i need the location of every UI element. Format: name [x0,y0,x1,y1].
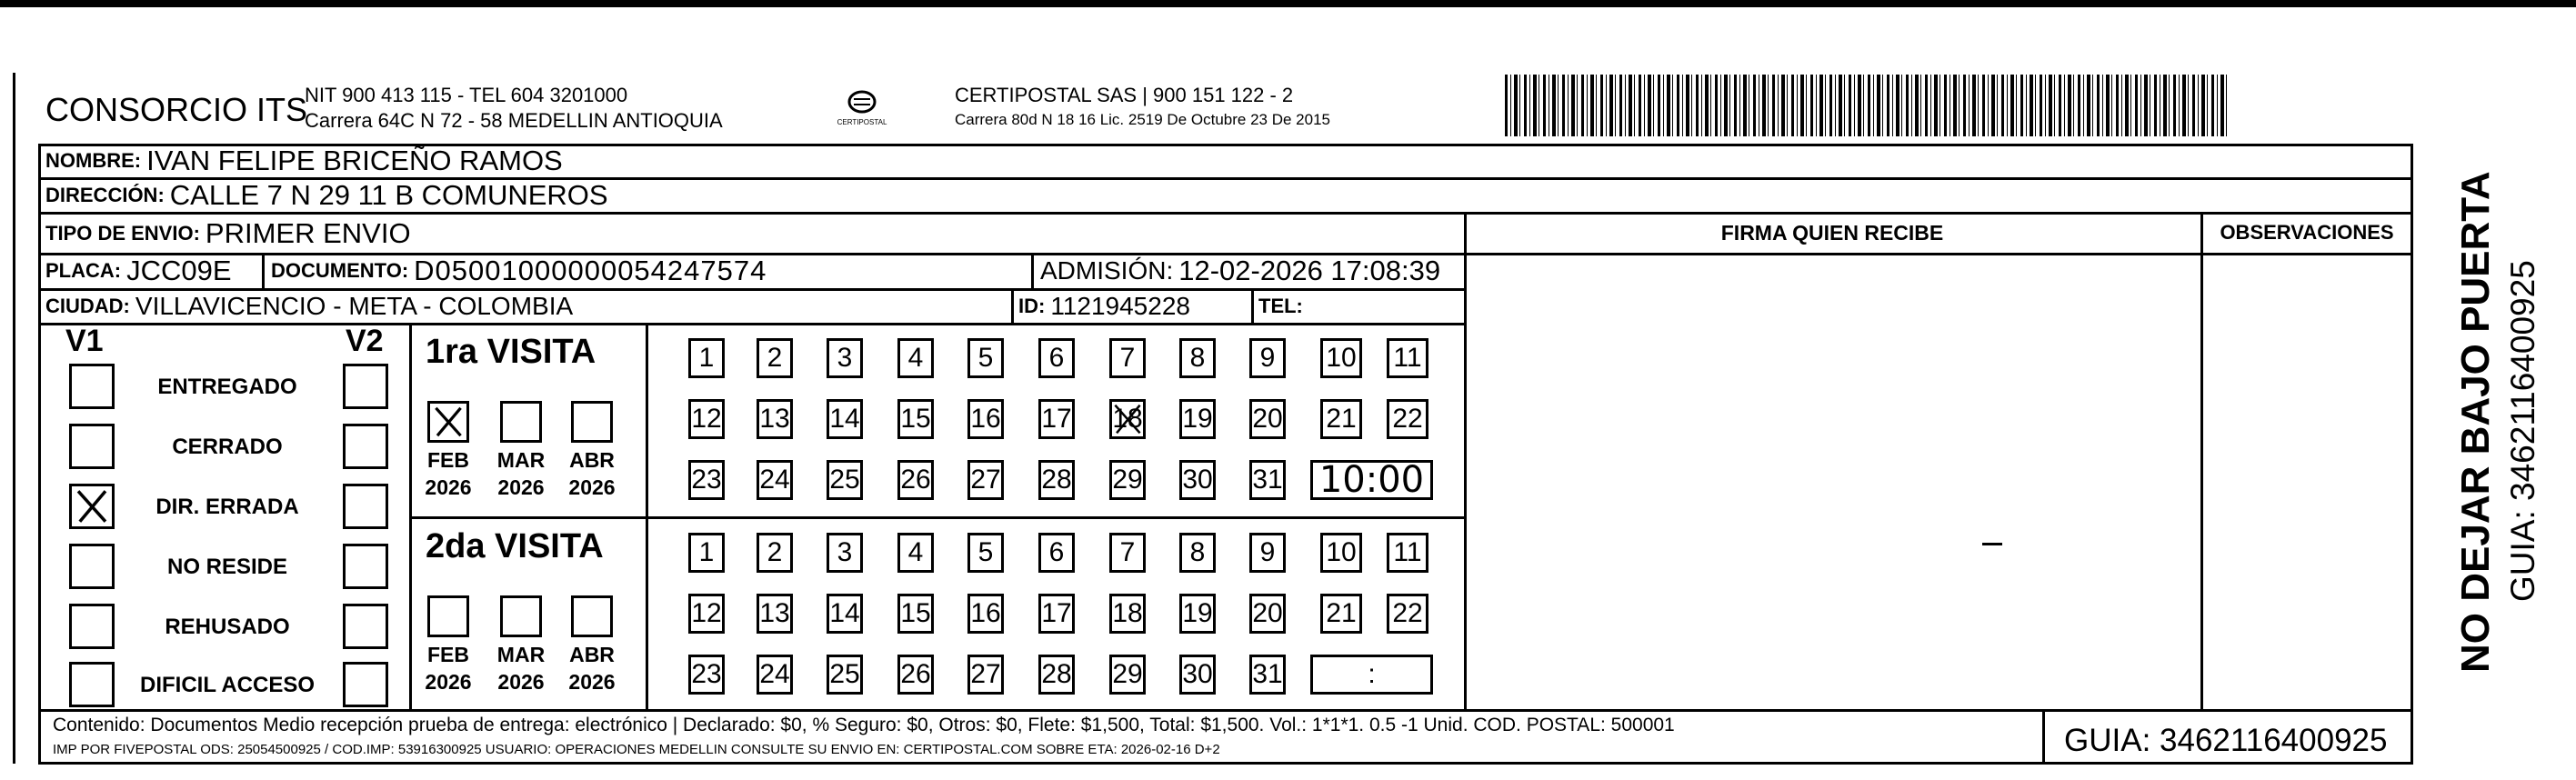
day-number: 2 [767,343,783,373]
day-number: 17 [1041,598,1072,628]
day-box[interactable] [827,594,863,634]
day-box[interactable] [1038,460,1075,500]
row-line [1464,253,2413,255]
day-number: 30 [1182,659,1213,689]
direccion-label: DIRECCIÓN: [45,184,165,206]
day-box[interactable] [757,460,793,500]
day-number: 28 [1041,659,1072,689]
barcode [1505,75,2228,136]
reason-label: REHUSADO [165,615,290,639]
day-box[interactable] [688,460,725,500]
day-box[interactable] [1038,655,1075,695]
day-box[interactable] [1038,338,1075,378]
day-box[interactable] [1387,338,1428,378]
day-box[interactable] [1249,399,1286,439]
placa-value: JCC09E [126,255,232,286]
day-box[interactable] [967,655,1004,695]
left-edge-mark [13,73,15,764]
day-number: 31 [1252,465,1283,495]
day-number: 9 [1259,537,1276,567]
day-number: 6 [1048,537,1065,567]
month-name: MAR [496,643,546,666]
day-box[interactable] [1038,594,1075,634]
month-year: 2026 [497,670,545,694]
day-number: 5 [977,537,994,567]
month-checkbox[interactable] [571,401,613,443]
firma-header: FIRMA QUIEN RECIBE [1720,221,1944,245]
time-box[interactable] [1310,655,1433,695]
day-box[interactable] [827,655,863,695]
day-number: 11 [1393,537,1422,567]
day-number: 24 [759,659,790,689]
id-label: ID: [1018,294,1046,317]
footer-imp: IMP POR FIVEPOSTAL ODS: 25054500925 / COD.IMP: 53916300925 USUARIO: OPERACIONES MEDELLIN CONSULTE SU ENVIO EN: CERTIPOSTAL.COM SOBRE ETA: 2026-02-16 D+2 [53,742,1220,757]
day-box[interactable] [1179,338,1216,378]
day-box[interactable] [967,460,1004,500]
time-value: : [1368,659,1376,689]
day-number: 6 [1048,343,1065,373]
month-checkbox[interactable] [500,401,542,443]
day-number: 9 [1259,343,1276,373]
v1-checkbox[interactable] [69,662,115,707]
day-number: 20 [1252,404,1283,434]
col-line [1251,288,1254,323]
observaciones-header: OBSERVACIONES [2220,221,2394,244]
direccion-field [45,178,608,213]
day-number: 1 [698,343,715,373]
v2-checkbox[interactable] [343,424,388,469]
month-checkbox[interactable] [500,595,542,637]
day-number: 4 [907,343,924,373]
month-label [491,641,551,695]
day-number: 4 [907,537,924,567]
day-box[interactable] [897,594,934,634]
day-number: 28 [1041,465,1072,495]
month-year: 2026 [497,475,545,499]
day-number: 8 [1189,343,1206,373]
day-box[interactable] [1249,594,1286,634]
day-box[interactable] [827,338,863,378]
day-number: 12 [691,598,722,628]
col-line [1031,253,1034,289]
day-number: 18 [1112,598,1143,628]
v1-checkbox[interactable] [69,604,115,649]
day-box[interactable] [897,399,934,439]
day-number: 3 [837,343,853,373]
day-number: 27 [970,659,1001,689]
signature-mark [1982,543,2002,545]
month-name: ABR [569,448,615,472]
ciudad-label: CIUDAD: [45,294,130,317]
day-number: 7 [1119,343,1136,373]
frame-bottom-line [38,762,2413,765]
row-line [38,709,2413,712]
documento-label: DOCUMENTO: [271,259,409,282]
month-label [562,446,622,501]
col-line [1464,212,1467,710]
row-line [409,516,1466,519]
day-box[interactable] [757,594,793,634]
v1-checkbox[interactable] [69,544,115,589]
day-number: 18 [1112,404,1143,434]
day-number: 10 [1326,537,1357,567]
reason-label: NO RESIDE [166,555,288,579]
day-box[interactable] [688,594,725,634]
documento-value: D05001000000054247574 [414,255,767,286]
day-number: 31 [1252,659,1283,689]
day-box[interactable] [1179,655,1216,695]
day-number: 21 [1326,598,1357,628]
day-box[interactable] [827,533,863,573]
row-line [38,323,1466,325]
day-number: 27 [970,465,1001,495]
day-number: 17 [1041,404,1072,434]
day-box[interactable] [757,655,793,695]
reason-label: DIR. ERRADA [155,495,299,519]
day-number: 30 [1182,465,1213,495]
day-number: 13 [759,404,790,434]
day-box[interactable] [1387,533,1428,573]
day-box[interactable] [967,533,1004,573]
certipostal-logo [835,82,889,135]
direccion-value: CALLE 7 N 29 11 B COMUNEROS [169,179,608,211]
placa-field [45,254,232,288]
documento-field [271,254,767,288]
company-name: CONSORCIO ITS [45,91,308,128]
day-box[interactable] [1387,399,1428,439]
month-name: ABR [569,643,615,666]
day-box[interactable] [757,399,793,439]
day-number: 20 [1252,598,1283,628]
day-number: 26 [900,659,931,689]
tipo-label: TIPO DE ENVIO: [45,221,200,245]
day-box[interactable] [688,655,725,695]
day-number: 23 [691,465,722,495]
reason-label: ENTREGADO [157,375,297,399]
day-box[interactable] [1249,460,1286,500]
tipo-value: PRIMER ENVIO [205,216,411,249]
day-number: 15 [900,598,931,628]
nombre-value: IVAN FELIPE BRICEÑO RAMOS [146,145,563,176]
ciudad-field [45,289,573,323]
frame-left-line [38,144,41,765]
day-number: 29 [1112,659,1143,689]
day-number: 1 [698,537,715,567]
day-number: 16 [970,598,1001,628]
side-guia: GUIA: 3462116400925 [2504,260,2541,602]
day-box[interactable] [1387,594,1428,634]
reason-label: CERRADO [172,435,283,459]
day-number: 16 [970,404,1001,434]
time-value: 10:00 [1318,459,1425,501]
day-box[interactable] [1179,460,1216,500]
v2-checkbox[interactable] [343,604,388,649]
day-number: 25 [829,659,860,689]
month-year: 2026 [568,475,616,499]
day-box[interactable] [1179,594,1216,634]
day-box[interactable] [827,399,863,439]
day-box[interactable] [1320,594,1362,634]
day-box[interactable] [897,460,934,500]
day-number: 23 [691,659,722,689]
v1-checkbox[interactable] [69,484,115,529]
day-number: 14 [829,404,860,434]
day-box[interactable] [1249,533,1286,573]
day-box[interactable] [688,533,725,573]
admision-value: 12-02-2026 17:08:39 [1178,255,1441,286]
nombre-label: NOMBRE: [45,149,142,172]
month-name: FEB [427,448,469,472]
day-box[interactable] [757,338,793,378]
day-box[interactable] [1320,533,1362,573]
frame-right-line [2411,144,2413,765]
visit-title: 1ra VISITA [426,333,596,371]
visit-title: 2da VISITA [426,527,604,565]
top-edge-bar [0,0,2576,7]
day-box[interactable] [1109,338,1146,378]
tel-field [1258,289,1308,323]
month-label [491,446,551,501]
col-line [1011,288,1014,323]
day-box[interactable] [967,399,1004,439]
day-number: 8 [1189,537,1206,567]
day-box[interactable] [1109,594,1146,634]
no-dejar-bajo-puerta: NO DEJAR BAJO PUERTA [2453,171,2498,673]
day-box[interactable] [967,594,1004,634]
day-number: 10 [1326,343,1357,373]
admision-field [1040,254,1440,288]
day-number: 13 [759,598,790,628]
day-box[interactable] [897,655,934,695]
day-box[interactable] [757,533,793,573]
month-label [418,446,478,501]
day-number: 14 [829,598,860,628]
day-number: 22 [1392,598,1423,628]
day-box[interactable] [967,338,1004,378]
month-year: 2026 [425,670,472,694]
address-line: Carrera 64C N 72 - 58 MEDELLIN ANTIOQUIA [305,109,723,132]
ciudad-value: VILLAVICENCIO - META - COLOMBIA [135,291,574,320]
v2-checkbox[interactable] [343,364,388,409]
tipo-field [45,213,411,254]
month-label [418,641,478,695]
day-box[interactable] [1249,338,1286,378]
v1-checkbox[interactable] [69,364,115,409]
month-year: 2026 [568,670,616,694]
day-box[interactable] [1320,399,1362,439]
day-box[interactable] [1179,399,1216,439]
day-number: 19 [1182,404,1213,434]
nit-line: NIT 900 413 115 - TEL 604 3201000 [305,84,628,106]
month-checkbox[interactable] [571,595,613,637]
day-number: 21 [1326,404,1357,434]
day-number: 26 [900,465,931,495]
day-box[interactable] [897,338,934,378]
day-box[interactable] [1249,655,1286,695]
logo-label: CERTIPOSTAL [837,118,887,126]
day-number: 25 [829,465,860,495]
day-box[interactable] [1038,533,1075,573]
id-value: 1121945228 [1050,291,1190,320]
footer-guia: GUIA: 3462116400925 [2064,723,2388,758]
day-number: 2 [767,537,783,567]
day-box[interactable] [1109,460,1146,500]
v2-checkbox[interactable] [343,662,388,707]
month-checkbox[interactable] [427,595,469,637]
day-box[interactable] [1038,399,1075,439]
day-box[interactable] [1109,655,1146,695]
time-box[interactable] [1310,460,1433,500]
day-number: 5 [977,343,994,373]
day-cross-mark [1112,402,1143,436]
day-number: 19 [1182,598,1213,628]
footer-contenido: Contenido: Documentos Medio recepción prueba de entrega: electrónico | Declarado: $0, % Seguro: $0, Otros: $0, Flete: $1,500, Total: $1,500. Vol.: 1*1*1. 0.5 -1 Unid. COD. POSTAL: 500001 [53,715,1675,735]
month-name: FEB [427,643,469,666]
col-line [2042,709,2045,764]
v2-checkbox[interactable] [343,484,388,529]
day-box[interactable] [1109,399,1146,439]
day-box[interactable] [1320,338,1362,378]
day-box[interactable] [897,533,934,573]
month-name: MAR [496,448,546,472]
day-number: 12 [691,404,722,434]
v2-checkbox[interactable] [343,544,388,589]
day-number: 3 [837,537,853,567]
day-box[interactable] [688,338,725,378]
day-number: 15 [900,404,931,434]
tel-label: TEL: [1258,294,1303,317]
day-number: 29 [1112,465,1143,495]
day-number: 7 [1119,537,1136,567]
col-line [262,253,265,289]
day-number: 24 [759,465,790,495]
month-year: 2026 [425,475,472,499]
reason-label: DIFICIL ACCESO [139,673,315,697]
nombre-field [45,144,563,178]
v1-checkbox[interactable] [69,424,115,469]
day-box[interactable] [1109,533,1146,573]
col-line [2200,212,2203,710]
day-box[interactable] [688,399,725,439]
certipostal-line2: Carrera 80d N 18 16 Lic. 2519 De Octubre 23 De 2015 [955,111,1330,128]
certipostal-line1: CERTIPOSTAL SAS | 900 151 122 - 2 [955,84,1294,106]
day-number: 22 [1392,404,1423,434]
day-number: 11 [1393,343,1422,373]
day-box[interactable] [1179,533,1216,573]
v2-label: V2 [346,324,384,358]
month-label [562,641,622,695]
placa-label: PLACA: [45,259,122,282]
id-field [1018,289,1190,323]
month-checkbox[interactable] [427,401,469,443]
v1-label: V1 [65,324,104,358]
day-box[interactable] [827,460,863,500]
admision-label: ADMISIÓN: [1040,256,1174,285]
